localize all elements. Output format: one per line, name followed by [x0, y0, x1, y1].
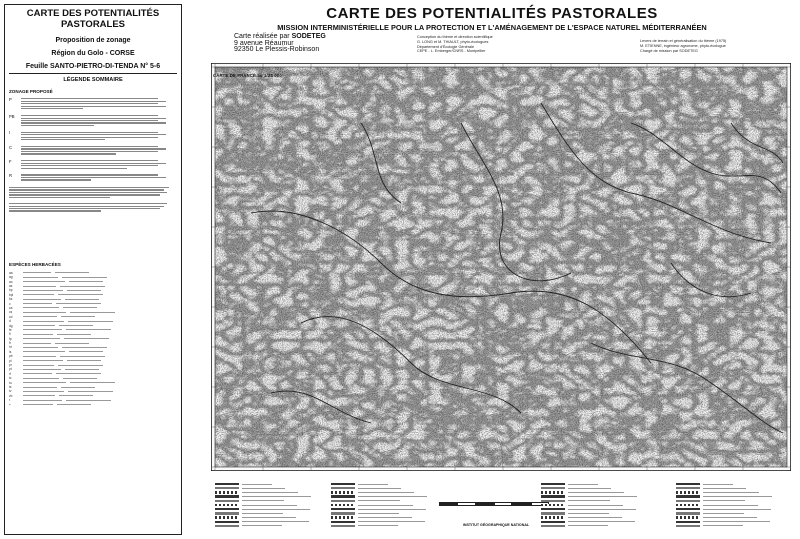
zone-code: C — [9, 144, 13, 150]
legend-row — [676, 524, 772, 528]
species-heading: ESPÈCES HERBACÉES — [9, 261, 61, 267]
species-code: tu — [9, 380, 12, 385]
zone-list — [9, 97, 177, 182]
ign-block — [451, 523, 541, 527]
map-scale-label: CARTE DE FRANCE au 1/25 000 — [213, 73, 282, 78]
legend-column-4 — [676, 482, 772, 528]
credit-address-1: 9 avenue Réaumur — [234, 39, 294, 47]
species-code: ls — [9, 349, 12, 354]
credit-block — [234, 34, 374, 54]
species-code: cs — [9, 310, 13, 315]
species-code: ts — [9, 385, 12, 389]
species-code: ag — [9, 275, 13, 280]
concept-line-4: CEPE - L. Emberger/CNRS - Montpellier — [417, 49, 486, 54]
species-list — [9, 271, 177, 407]
species-code: pb — [9, 354, 13, 359]
species-code: rf — [9, 371, 11, 376]
levees-line-1: Levers de terrain et généralisation du thème (1975) — [640, 39, 727, 43]
species-code: c — [9, 301, 11, 306]
legend-column-3 — [541, 482, 637, 528]
legend-panel — [4, 4, 182, 535]
zone-item — [9, 97, 177, 111]
species-item — [9, 402, 177, 406]
zoning-heading: ZONAGE PROPOSÉ — [9, 89, 53, 94]
concept-line-1: Conception du thème et direction scientifique — [417, 35, 493, 39]
legend-row — [331, 524, 427, 528]
zone-item — [9, 159, 177, 170]
panel-title-line2: PASTORALES — [60, 19, 126, 30]
credit-line: Carte réalisée par — [234, 33, 292, 40]
species-code: fe — [9, 327, 12, 332]
zone-code: F — [9, 158, 12, 164]
credit-address-2: 92350 Le Plessis-Robinson — [234, 46, 320, 54]
zone-code: I — [9, 130, 11, 136]
zone-item — [9, 145, 177, 156]
species-code: fr — [9, 341, 11, 346]
species-code: bpi — [9, 292, 14, 297]
species-code: pt — [9, 367, 12, 372]
species-code: fl — [9, 332, 11, 337]
ign-label: INSTITUT GÉOGRAPHIQUE NATIONAL — [462, 523, 530, 527]
species-code: d — [9, 319, 11, 324]
zone-item — [9, 173, 177, 182]
species-code: r — [9, 398, 11, 403]
species-code: ao — [9, 279, 13, 284]
map-title: CARTE DES POTENTIALITÉS PASTORALES — [326, 5, 658, 22]
legend-heading: LÉGENDE SOMMAIRE — [63, 77, 123, 83]
zone-code: PB — [9, 113, 15, 119]
species-code: pl — [9, 358, 12, 363]
legend-column-2 — [331, 482, 427, 528]
sheet-label: Feuille SANTO-PIETRO-DI-TENDA N° 5-6 — [9, 63, 177, 74]
species-code: tv — [9, 389, 12, 394]
levees-block — [640, 39, 790, 53]
species-code: aa — [9, 270, 13, 275]
levees-line-2: M. ETIENNE, ingénieur agronome, phyto-écologue — [640, 43, 726, 48]
species-code: pr — [9, 363, 12, 368]
zone-item — [9, 114, 177, 128]
zone-code: P — [9, 97, 12, 102]
concept-line-3: Département d'Écologie Générale — [417, 44, 475, 49]
map-subtitle: MISSION INTERMINISTÉRIELLE POUR LA PROTECTION ET L'AMÉNAGEMENT DE L'ESPACE NATUREL MÉDITERRANÉEN — [277, 23, 707, 32]
zone-code: R — [9, 173, 13, 179]
levees-line-3: Chargé de mission par SODETEG — [640, 48, 698, 53]
species-code: fp — [9, 336, 12, 341]
credit-company: SODETEG — [291, 33, 326, 40]
species-code: + — [9, 402, 11, 407]
region-label: Région du Golo - CORSE — [51, 50, 135, 57]
zone-item — [9, 130, 177, 141]
legend-row — [215, 524, 311, 528]
species-code: cd — [9, 314, 13, 319]
species-code: tc — [9, 376, 12, 381]
zoning-notes — [9, 187, 177, 198]
concept-block — [417, 35, 577, 54]
proposal-label: Proposition de zonage — [55, 37, 131, 44]
map-frame[interactable] — [211, 63, 791, 471]
species-code: bs — [9, 297, 13, 302]
species-code: vb — [9, 393, 13, 398]
panel-title-line1: CARTE DES POTENTIALITÉS — [26, 8, 160, 19]
species-code: as — [9, 284, 13, 289]
species-code: bp — [9, 288, 13, 293]
species-code: ht — [9, 345, 12, 350]
legend-row — [541, 524, 637, 528]
concept-line-2: G. LONG et M. THIAULT, phyto-écologues — [417, 39, 489, 44]
bottom-legend — [211, 478, 791, 535]
scale-bar — [439, 502, 549, 506]
species-code: ca — [9, 305, 13, 310]
legend-column-1 — [215, 482, 311, 528]
detail-texture — [215, 67, 787, 467]
topographic-map[interactable] — [211, 63, 791, 471]
species-code: dg — [9, 323, 13, 328]
charge-notes — [9, 203, 177, 212]
